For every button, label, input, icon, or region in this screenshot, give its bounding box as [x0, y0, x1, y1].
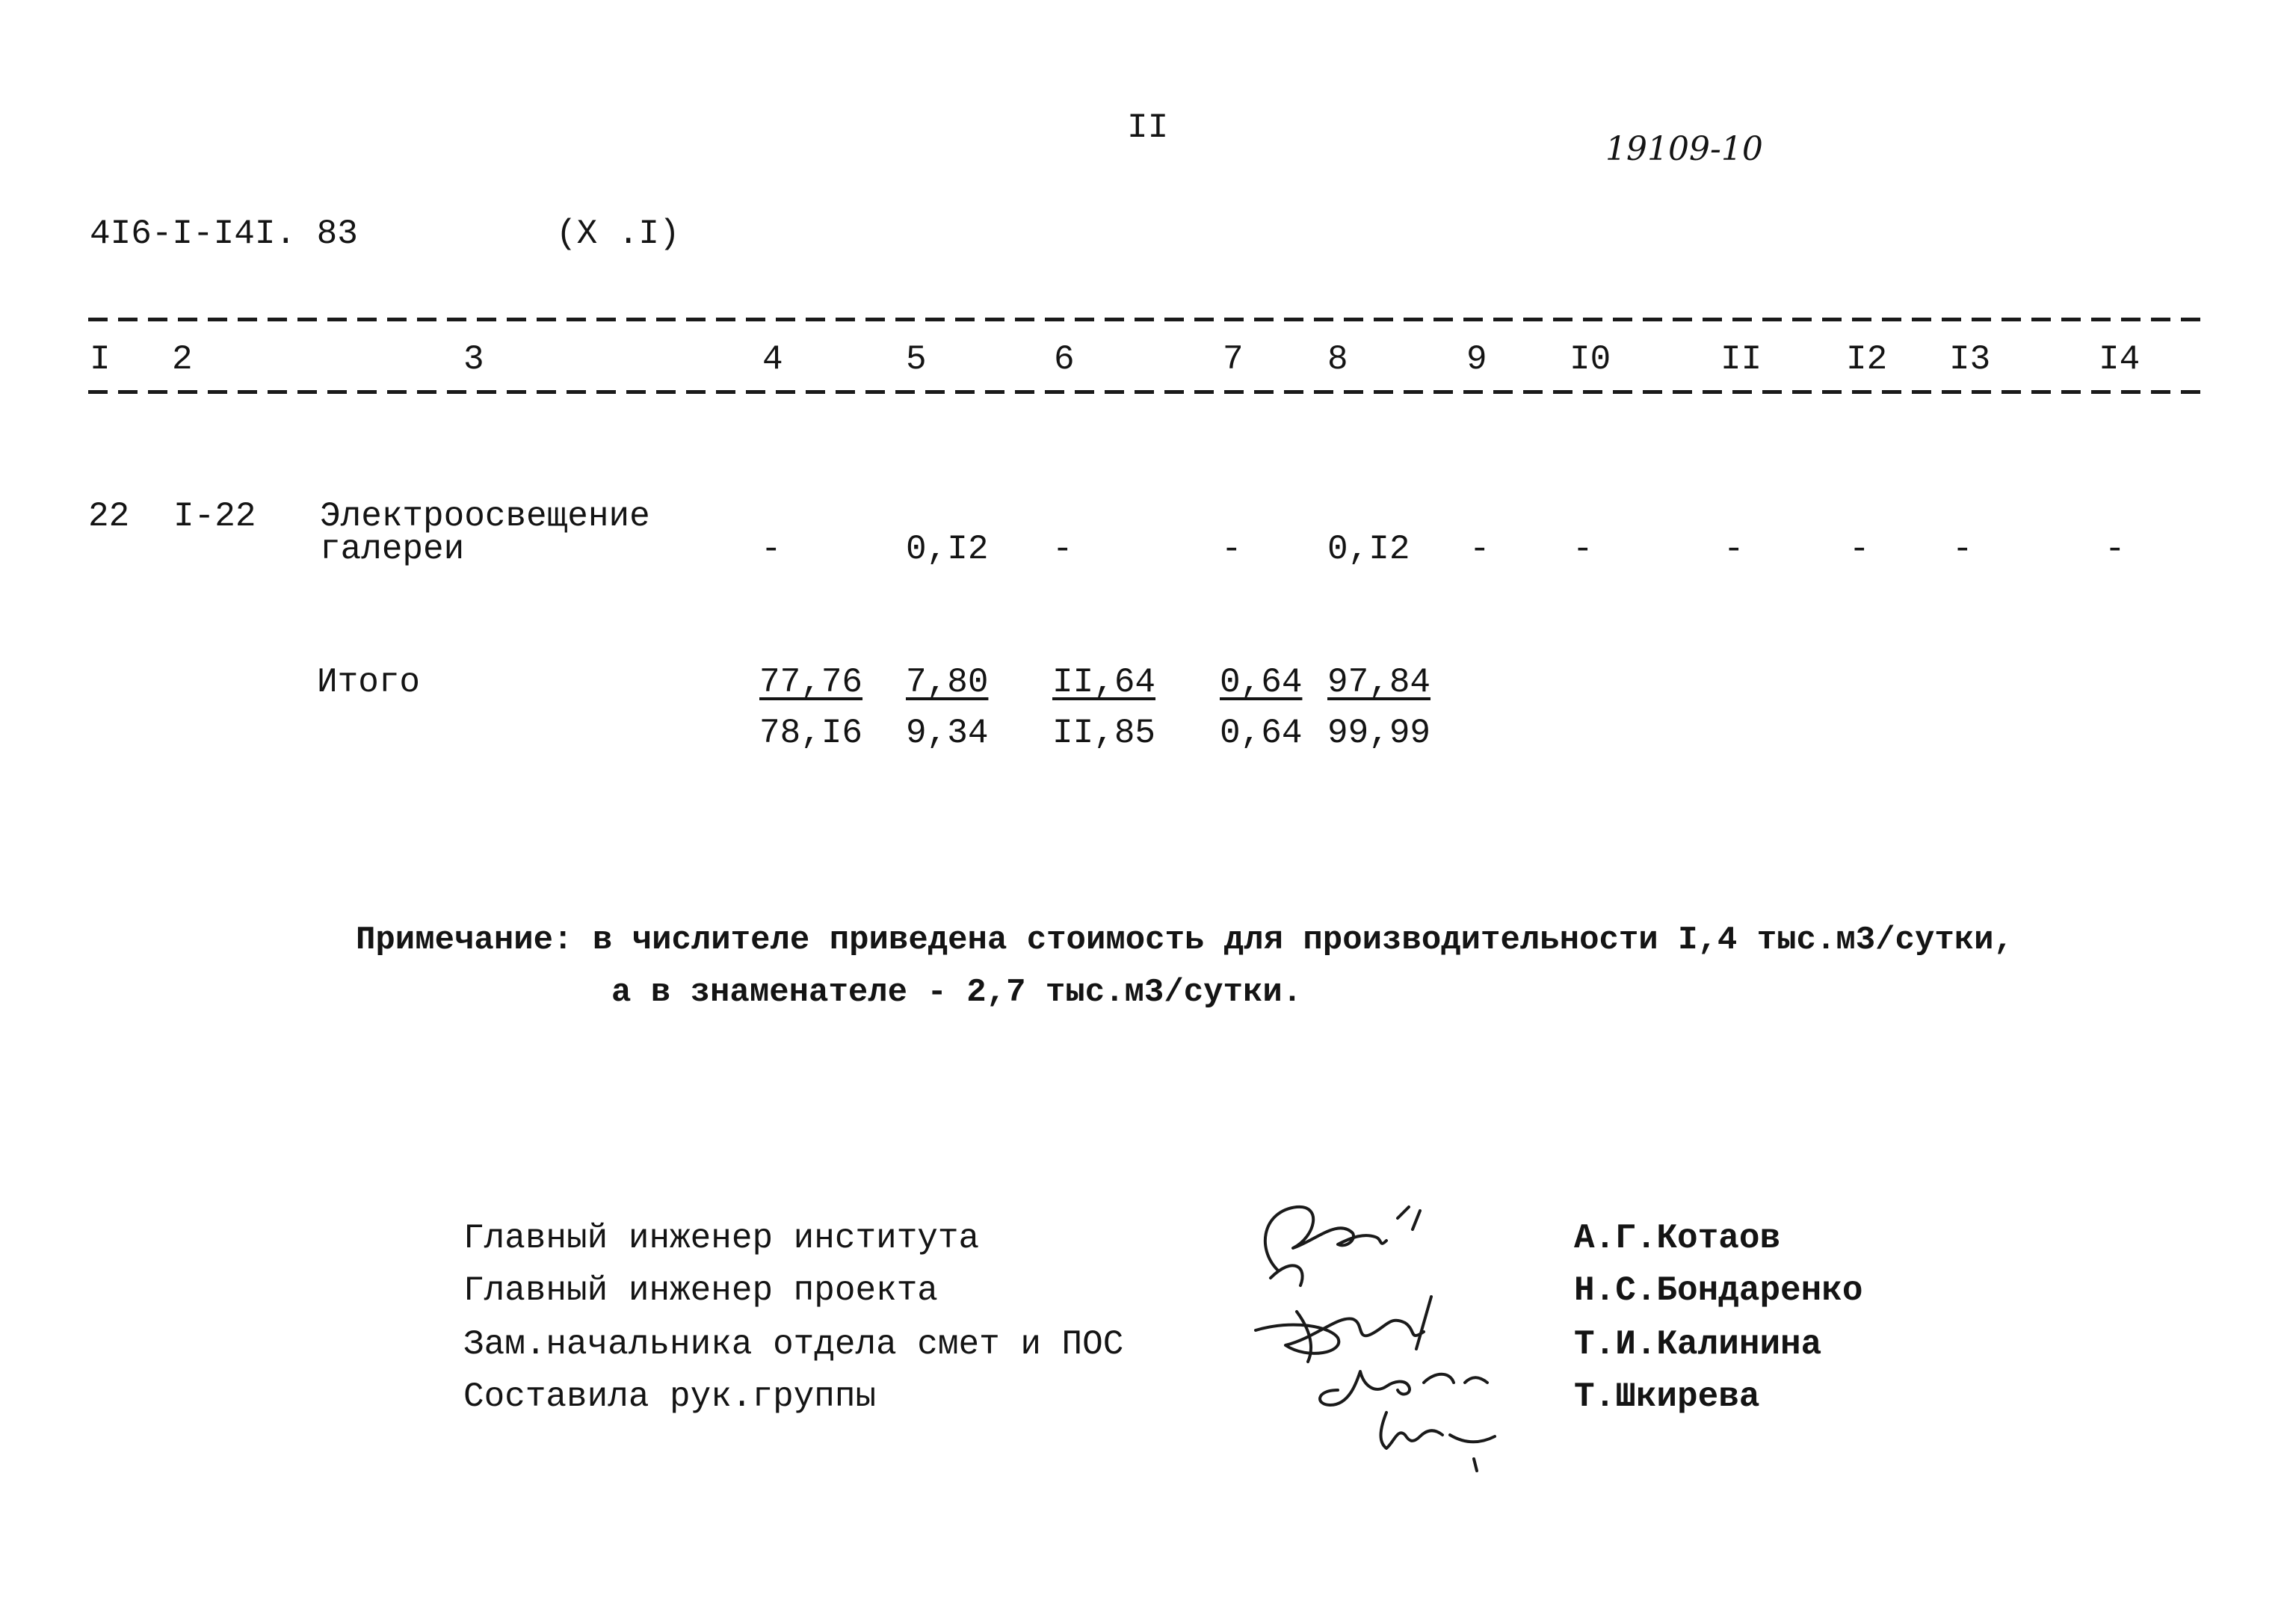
column-header-13: I3 [1949, 340, 1991, 379]
column-header-7: 7 [1223, 340, 1244, 379]
cell-col7: - [1221, 530, 1242, 569]
cell-col9: - [1469, 530, 1490, 569]
signatory-position-3: Зам.начальника отдела смет и ПОС [463, 1325, 1124, 1364]
total-denominator-col4: 78,I6 [759, 714, 863, 753]
total-label: Итого [317, 663, 421, 702]
column-header-11: II [1720, 340, 1762, 379]
total-denominator-col7: 0,64 [1220, 714, 1303, 753]
cell-col14: - [2105, 530, 2126, 569]
cell-col5: 0,I2 [906, 530, 989, 569]
row-name-line1: Электроосвещение [320, 497, 650, 536]
signatory-position-1: Главный инженер института [463, 1219, 980, 1258]
total-numerator-col4: 77,76 [759, 663, 863, 702]
column-header-14: I4 [2099, 340, 2141, 379]
note-line1: Примечание: в числителе приведена стоимость для производительности I,4 тыс.м3/сутки, [356, 921, 2013, 959]
signatory-position-2: Главный инженер проекта [463, 1271, 938, 1310]
total-numerator-col5: 7,80 [906, 663, 989, 702]
column-header-1: I [90, 340, 111, 379]
row-number: 22 [88, 497, 130, 536]
column-header-10: I0 [1570, 340, 1611, 379]
row-name-line2: галереи [320, 530, 465, 569]
total-numerator-col6: II,64 [1052, 663, 1156, 702]
signatory-name-3: Т.И.Калинина [1574, 1325, 1822, 1364]
signatory-name-2: Н.С.Бондаренко [1574, 1271, 1863, 1310]
row-code: I-22 [173, 497, 256, 536]
cell-col8: 0,I2 [1327, 530, 1410, 569]
handwritten-signatures [1226, 1166, 1547, 1480]
column-header-9: 9 [1466, 340, 1487, 379]
signatory-position-4: Составила рук.группы [463, 1377, 877, 1416]
column-header-4: 4 [762, 340, 783, 379]
total-denominator-col6: II,85 [1052, 714, 1156, 753]
cell-col11: - [1723, 530, 1744, 569]
inventory-number: 19109-10 [1605, 130, 1763, 168]
section-label: (X .I) [556, 214, 680, 253]
total-numerator-col8: 97,84 [1327, 663, 1431, 702]
column-header-6: 6 [1054, 340, 1075, 379]
column-header-8: 8 [1327, 340, 1348, 379]
total-denominator-col5: 9,34 [906, 714, 989, 753]
total-denominator-col8: 99,99 [1327, 714, 1431, 753]
column-header-2: 2 [172, 340, 193, 379]
cell-col12: - [1849, 530, 1870, 569]
column-header-12: I2 [1846, 340, 1888, 379]
cell-col4: - [761, 530, 782, 569]
signatory-name-1: А.Г.Котаов [1574, 1219, 1781, 1258]
signatory-name-4: Т.Шкирева [1574, 1377, 1760, 1416]
column-header-5: 5 [906, 340, 927, 379]
table-header-rule [88, 390, 2203, 394]
total-numerator-col7: 0,64 [1220, 663, 1303, 702]
column-header-3: 3 [463, 340, 484, 379]
doc-code: 4I6-I-I4I. 83 [90, 214, 358, 253]
page-number: II [1127, 108, 1169, 147]
cell-col10: - [1572, 530, 1593, 569]
cell-col13: - [1952, 530, 1973, 569]
table-top-rule [88, 318, 2203, 321]
cell-col6: - [1052, 530, 1073, 569]
note-line2: а в знаменателе - 2,7 тыс.м3/сутки. [611, 974, 1303, 1011]
